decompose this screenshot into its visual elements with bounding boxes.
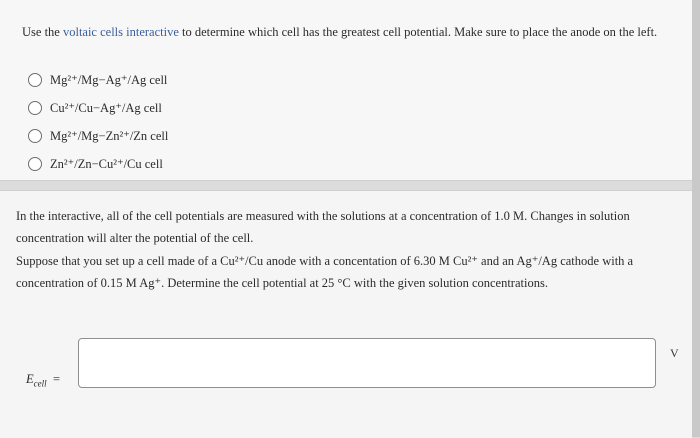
cell-setup-paragraph: Suppose that you set up a cell made of a Cu²⁺/Cu anode with a concentation of 6.30 M Cu²⁺ and an Ag⁺/Ag cathode with a concentration of 0.15 M Ag⁺. Determine the cell potential at 25 °C with the given solution concentrations. — [16, 254, 634, 290]
ecell-label — [26, 372, 47, 389]
option-label: Cu²⁺/Cu−Ag⁺/Ag cell — [50, 101, 162, 115]
option-mg-zn[interactable] — [28, 122, 168, 150]
ecell-answer-input[interactable] — [78, 338, 656, 388]
option-label: Zn²⁺/Zn−Cu²⁺/Cu cell — [50, 157, 163, 171]
radio-button-icon[interactable] — [28, 73, 42, 87]
option-label: Mg²⁺/Mg−Ag⁺/Ag cell — [50, 73, 168, 87]
question-1-text — [22, 20, 662, 44]
radio-button-icon[interactable] — [28, 101, 42, 115]
question-1-prefix: Use the — [22, 25, 63, 39]
interactive-note-paragraph: In the interactive, all of the cell potentials are measured with the solutions at a concentration of 1.0 M. Changes in solution concentration will alter the potential of the cell. — [16, 209, 630, 245]
answer-options — [28, 66, 168, 178]
voltaic-cells-interactive-link[interactable]: voltaic cells interactive — [62, 25, 179, 39]
equals-sign: = — [53, 372, 61, 386]
option-cu-ag[interactable] — [28, 94, 168, 122]
question-1-suffix: to determine which cell has the greatest cell potential. Make sure to place the anode on the left. — [178, 25, 658, 39]
option-zn-cu[interactable] — [28, 150, 168, 178]
question-card-1 — [0, 0, 692, 181]
option-label: Mg²⁺/Mg−Zn²⁺/Zn cell — [50, 129, 169, 143]
radio-button-icon[interactable] — [28, 129, 42, 143]
right-edge-strip — [692, 0, 700, 437]
ecell-subscript: cell — [33, 378, 47, 389]
option-mg-ag[interactable] — [28, 66, 168, 94]
radio-button-icon[interactable] — [28, 157, 42, 171]
ecell-main: E — [26, 372, 34, 386]
unit-label: V — [670, 346, 679, 360]
